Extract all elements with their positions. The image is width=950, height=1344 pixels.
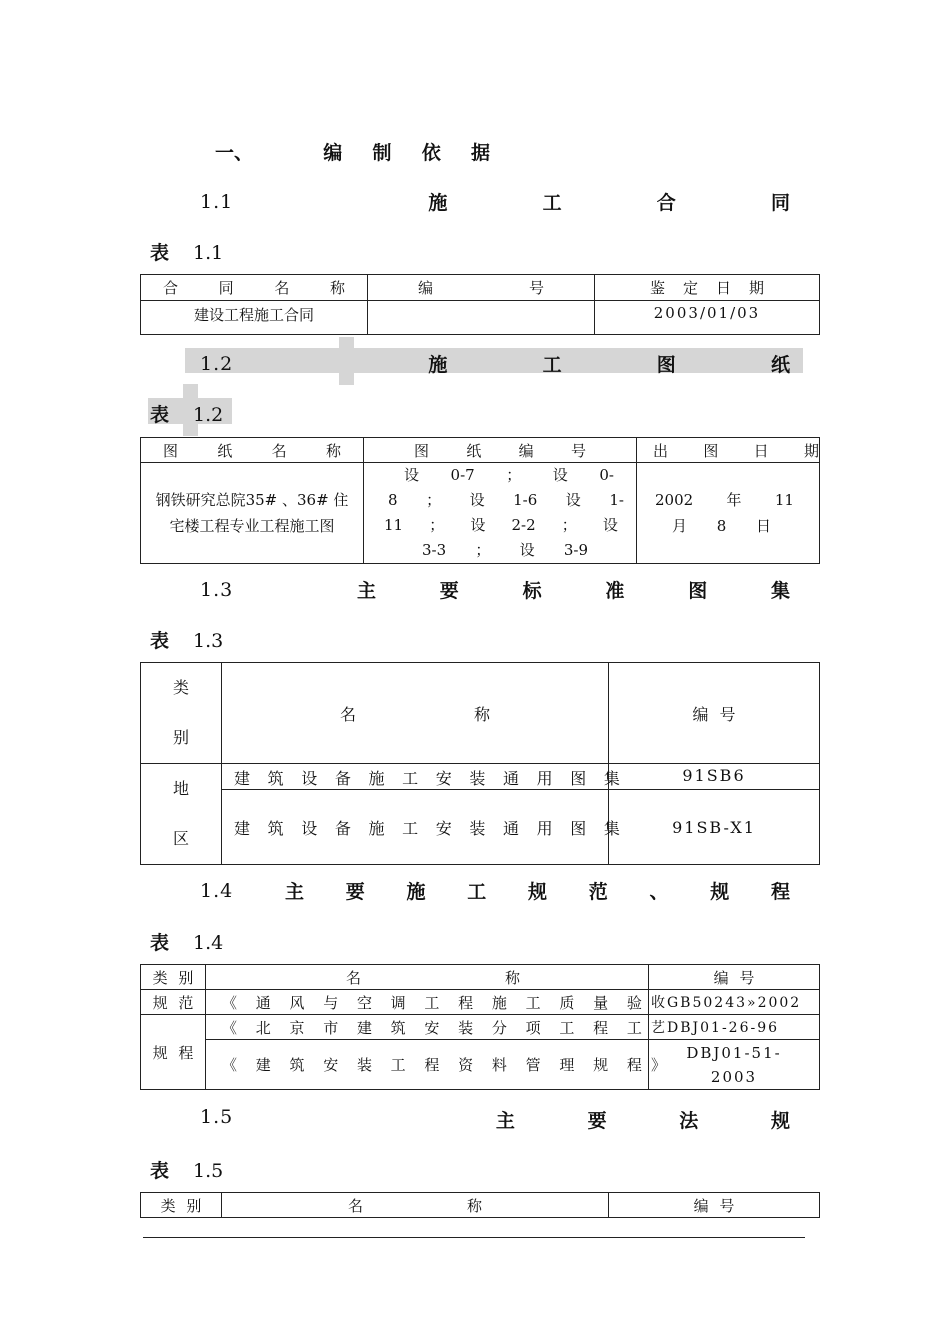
header-appraisal-date: 鉴 定 日 期 (595, 275, 820, 301)
table-1-4-label (150, 928, 223, 955)
section-title-char: 主 (495, 1110, 515, 1132)
section-number: 1.4 (200, 879, 234, 902)
header-drawing-name: 图 纸 名 称 (141, 438, 364, 463)
main-heading-char: 编 (323, 142, 343, 164)
section-title-char: 图 (688, 580, 708, 602)
section-title-char: 工 (542, 192, 562, 214)
cell-drawing-name (141, 463, 364, 564)
section-title-char: 要 (587, 1110, 607, 1132)
table-1-3 (140, 662, 820, 865)
table-number: 1.1 (193, 242, 224, 264)
section-title-char: 规 (710, 881, 730, 903)
table-1-1 (140, 274, 820, 335)
section-title-char: 法 (679, 1110, 699, 1132)
cell-procedure-code (649, 1040, 820, 1090)
section-number: 1.3 (200, 578, 234, 601)
table-label: 表 (150, 242, 170, 264)
section-title-char: 规 (527, 881, 547, 903)
cell-date: 2003/01/03 (595, 301, 820, 335)
section-title-char: 、 (649, 881, 669, 903)
header-code: 编 号 (609, 663, 820, 764)
cell-spec-code: 收GB50243»2002 (649, 990, 820, 1015)
section-title-char: 主 (357, 580, 377, 602)
main-heading-char: 制 (372, 142, 392, 164)
cell-spec-name: 《 通 风 与 空 调 工 程 施 工 质 量 验 (206, 990, 649, 1015)
cell-issue-date: 2002 年 11 月 8 日 (637, 463, 820, 564)
header-issue-date: 出 图 日 期 (637, 438, 820, 463)
text-line: 宅楼工程专业工程施工图 (169, 517, 335, 535)
main-heading-char: 依 (421, 142, 441, 164)
section-number: 1.5 (200, 1106, 234, 1128)
code-line: DBJ01-51- (686, 1043, 782, 1062)
cell-procedure-code: 艺DBJ01-26-96 (649, 1015, 820, 1040)
header-category: 类 别 (141, 965, 206, 990)
section-1-5-heading (200, 1106, 790, 1133)
header-name: 名 称 (222, 663, 609, 764)
header-number: 编 号 (368, 275, 595, 301)
section-1-4-heading (200, 877, 790, 904)
closing-quote: 》 (651, 1056, 669, 1074)
section-title-char: 施 (428, 192, 448, 214)
section-number: 1.1 (200, 190, 234, 213)
section-title-char: 范 (588, 881, 608, 903)
table-label: 表 (150, 630, 170, 652)
header-contract-name: 合 同 名 称 (141, 275, 368, 301)
cell-drawing-numbers: 设 0-7 ； 设 0- 8 ； 设 1-6 设 1- 11 ； 设 2-2 ； 设 3-3 ； 设 3-9 (364, 463, 637, 564)
main-heading-char: 据 (470, 142, 490, 164)
section-1-2-heading (200, 350, 790, 377)
section-number: 1.2 (200, 352, 234, 375)
cell-atlas-code: 91SB-X1 (609, 790, 820, 865)
section-title-char: 标 (522, 580, 542, 602)
main-heading (215, 138, 490, 165)
cell-number (368, 301, 595, 335)
table-1-1-label (150, 238, 223, 265)
section-title-char: 施 (428, 354, 448, 376)
header-code: 编 号 (649, 965, 820, 990)
cell-category-region: 地 区 (141, 764, 222, 865)
header-category: 类 别 (141, 663, 222, 764)
section-title-char: 程 (770, 881, 790, 903)
section-title-char: 准 (605, 580, 625, 602)
section-title-char: 图 (656, 354, 676, 376)
table-label: 表 (150, 932, 170, 954)
header-drawing-number: 图 纸 编 号 (364, 438, 637, 463)
cell-atlas-name: 建 筑 设 备 施 工 安 装 通 用 图 集 (222, 790, 609, 865)
cell-atlas-code: 91SB6 (609, 764, 820, 790)
cell-contract-name: 建设工程施工合同 (141, 301, 368, 335)
section-title-char: 纸 (770, 354, 790, 376)
section-title-char: 主 (284, 881, 304, 903)
table-1-3-label (150, 626, 223, 653)
section-title-char: 规 (770, 1110, 790, 1132)
header-name: 名 称 (206, 965, 649, 990)
section-title-char: 合 (656, 192, 676, 214)
section-title-char: 同 (770, 192, 790, 214)
table-number: 1.5 (193, 1160, 224, 1182)
table-1-4 (140, 964, 820, 1090)
table-1-2 (140, 437, 820, 564)
code-line: 2003 (710, 1067, 758, 1086)
cell-procedure-name: 《 建 筑 安 装 工 程 资 料 管 理 规 程 (206, 1040, 649, 1090)
header-name: 名 称 (222, 1193, 609, 1218)
cell-atlas-name: 建 筑 设 备 施 工 安 装 通 用 图 集 (222, 764, 609, 790)
cell-category-spec: 规 范 (141, 990, 206, 1015)
main-heading-number: 一、 (215, 142, 254, 164)
header-category: 类 别 (141, 1193, 222, 1218)
table-1-5 (140, 1192, 820, 1218)
section-1-3-heading (200, 576, 790, 603)
section-title-char: 工 (467, 881, 487, 903)
section-1-1-heading (200, 188, 790, 215)
section-title-char: 工 (542, 354, 562, 376)
table-number: 1.4 (193, 932, 224, 954)
section-title-char: 要 (439, 580, 459, 602)
table-label: 表 (150, 404, 170, 426)
text-line: 钢铁研究总院35# 、36# 住 (155, 491, 349, 509)
table-label: 表 (150, 1160, 170, 1182)
table-number: 1.2 (193, 404, 224, 426)
table-number: 1.3 (193, 630, 224, 652)
cell-category-procedure: 规 程 (141, 1015, 206, 1090)
cell-procedure-name: 《 北 京 市 建 筑 安 装 分 项 工 程 工 (206, 1015, 649, 1040)
header-code: 编 号 (609, 1193, 820, 1218)
footer-rule (143, 1237, 805, 1238)
section-title-char: 要 (345, 881, 365, 903)
section-title-char: 施 (406, 881, 426, 903)
section-title-char: 集 (770, 580, 790, 602)
table-1-5-label (150, 1156, 223, 1183)
table-1-2-label (150, 400, 223, 427)
